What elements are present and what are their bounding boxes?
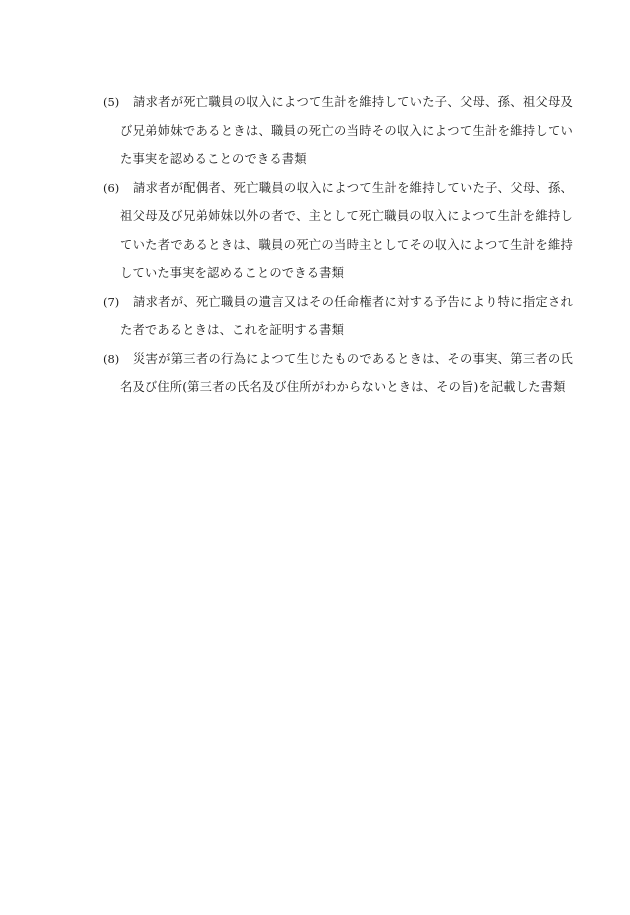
list-item-5 xyxy=(103,88,573,174)
item-text: 請求者が配偶者、死亡職員の収入によつて生計を維持していた子、父母、孫、祖父母及び兄弟姉妹以外の者で、主として死亡職員の収入によつて生計を維持していた者であるときは、職員の死亡の当時主としてその収入によつて生計を維持していた事実を認めることのできる書類 xyxy=(120,180,573,280)
list-item-6 xyxy=(103,174,573,288)
list-item-7 xyxy=(103,288,573,345)
item-number: (5) xyxy=(103,95,120,109)
item-text: 請求者が、死亡職員の遺言又はその任命権者に対する予告により特に指定された者であるときは、これを証明する書類 xyxy=(120,294,573,337)
item-list xyxy=(103,88,573,402)
list-item-8 xyxy=(103,345,573,402)
item-number: (8) xyxy=(103,351,120,366)
item-number: (6) xyxy=(103,180,120,195)
item-text: 災害が第三者の行為によつて生じたものであるときは、その事実、第三者の氏名及び住所(第三者の氏名及び住所がわからないときは、その旨)を記載した書類 xyxy=(120,351,573,394)
item-text: 請求者が死亡職員の収入によつて生計を維持していた子、父母、孫、祖父母及び兄弟姉妹であるときは、職員の死亡の当時その収入によつて生計を維持していた事実を認めることのできる書類 xyxy=(120,95,573,166)
item-number: (7) xyxy=(103,294,120,309)
